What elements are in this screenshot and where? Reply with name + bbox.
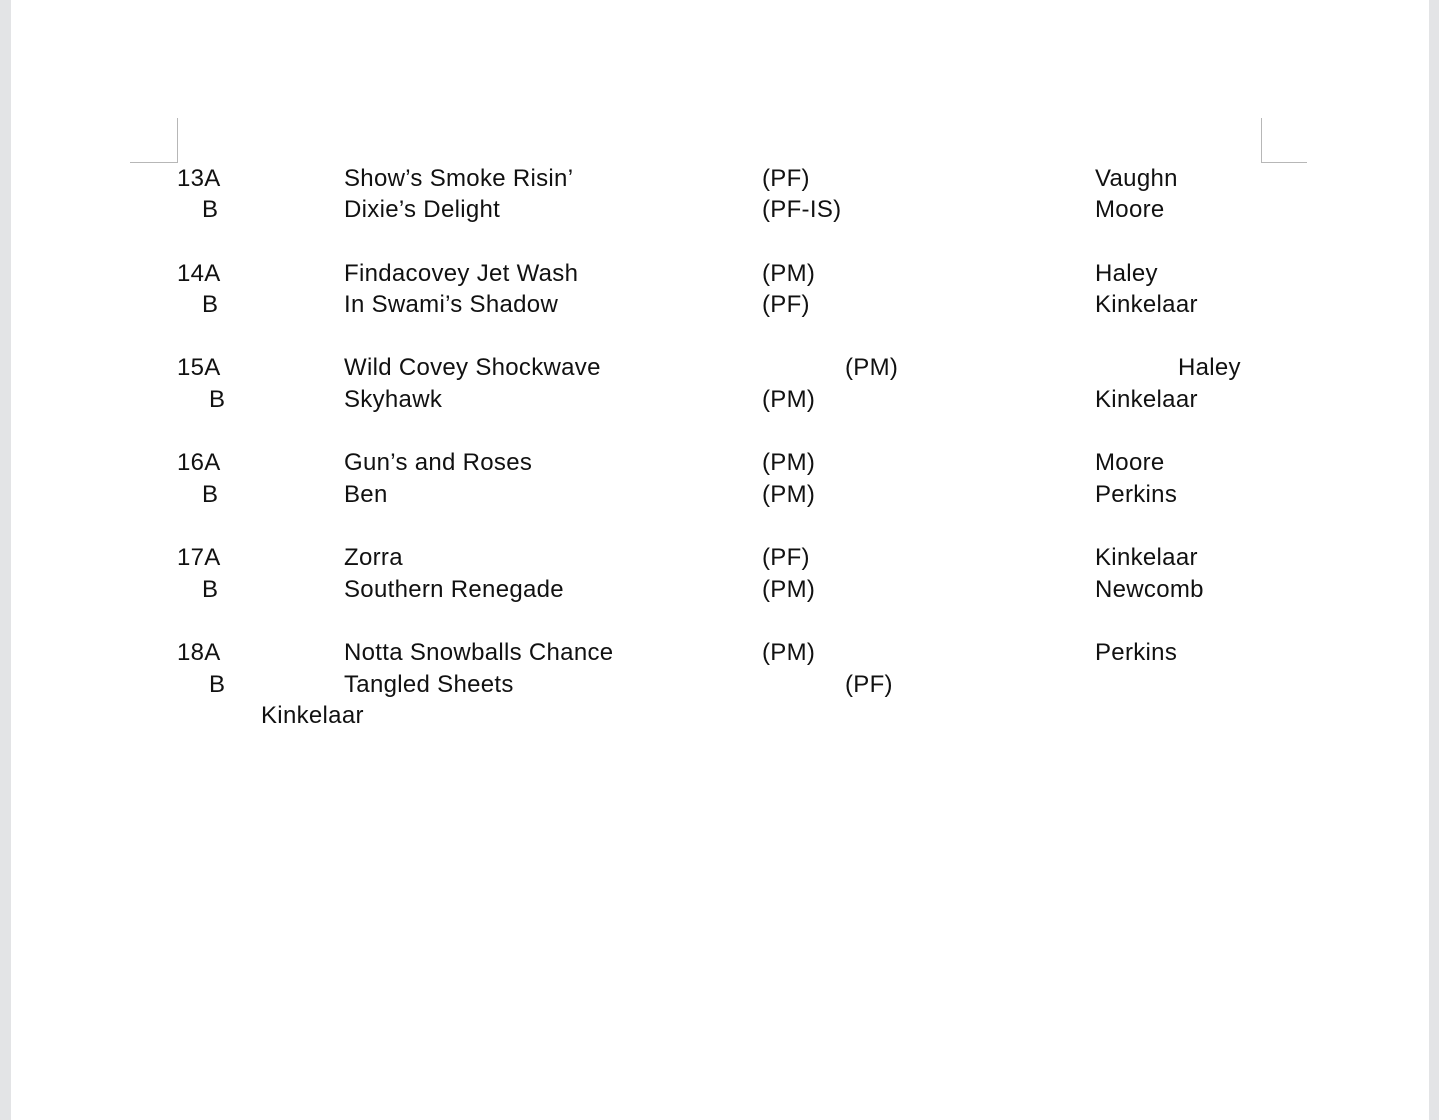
dog-code: (PM) — [845, 354, 899, 381]
brace-label: 17A — [177, 544, 221, 571]
dog-code: (PM) — [762, 639, 816, 666]
brace-label: B — [202, 196, 219, 223]
handler-name: Moore — [1095, 449, 1165, 476]
dog-name: Findacovey Jet Wash — [344, 260, 579, 287]
document-page — [11, 0, 1429, 1120]
dog-name: Skyhawk — [344, 386, 443, 413]
brace-label: 14A — [177, 260, 221, 287]
dog-code: (PF) — [762, 165, 810, 192]
dog-name: Show’s Smoke Risin’ — [344, 165, 574, 192]
dog-name: Notta Snowballs Chance — [344, 639, 614, 666]
handler-name: Kinkelaar — [1095, 544, 1198, 571]
dog-code: (PM) — [762, 260, 816, 287]
dog-name: Zorra — [344, 544, 403, 571]
margin-corner-top-left — [130, 118, 178, 163]
brace-label: B — [209, 386, 226, 413]
margin-corner-top-right — [1261, 118, 1307, 163]
handler-name: Perkins — [1095, 639, 1178, 666]
handler-name: Kinkelaar — [1095, 291, 1198, 318]
dog-code: (PF) — [762, 544, 810, 571]
dog-code: (PM) — [762, 449, 816, 476]
dog-code: (PF-IS) — [762, 196, 842, 223]
dog-name: Ben — [344, 481, 388, 508]
dog-name: Southern Renegade — [344, 576, 564, 603]
handler-name: Perkins — [1095, 481, 1178, 508]
dog-code: (PM) — [762, 481, 816, 508]
dog-code: (PM) — [762, 576, 816, 603]
dog-name: Tangled Sheets — [344, 671, 514, 698]
handler-name: Kinkelaar — [261, 702, 364, 729]
dog-code: (PF) — [762, 291, 810, 318]
brace-label: 16A — [177, 449, 221, 476]
handler-name: Moore — [1095, 196, 1165, 223]
brace-label: 13A — [177, 165, 221, 192]
handler-name: Haley — [1178, 354, 1241, 381]
dog-name: Gun’s and Roses — [344, 449, 533, 476]
brace-label: 18A — [177, 639, 221, 666]
dog-name: In Swami’s Shadow — [344, 291, 559, 318]
brace-label: B — [202, 576, 219, 603]
dog-name: Wild Covey Shockwave — [344, 354, 601, 381]
handler-name: Haley — [1095, 260, 1158, 287]
dog-name: Dixie’s Delight — [344, 196, 501, 223]
handler-name: Newcomb — [1095, 576, 1204, 603]
brace-label: B — [202, 481, 219, 508]
handler-name: Vaughn — [1095, 165, 1178, 192]
dog-code: (PF) — [845, 671, 893, 698]
brace-label: B — [202, 291, 219, 318]
dog-code: (PM) — [762, 386, 816, 413]
brace-label: 15A — [177, 354, 221, 381]
brace-label: B — [209, 671, 226, 698]
handler-name: Kinkelaar — [1095, 386, 1198, 413]
